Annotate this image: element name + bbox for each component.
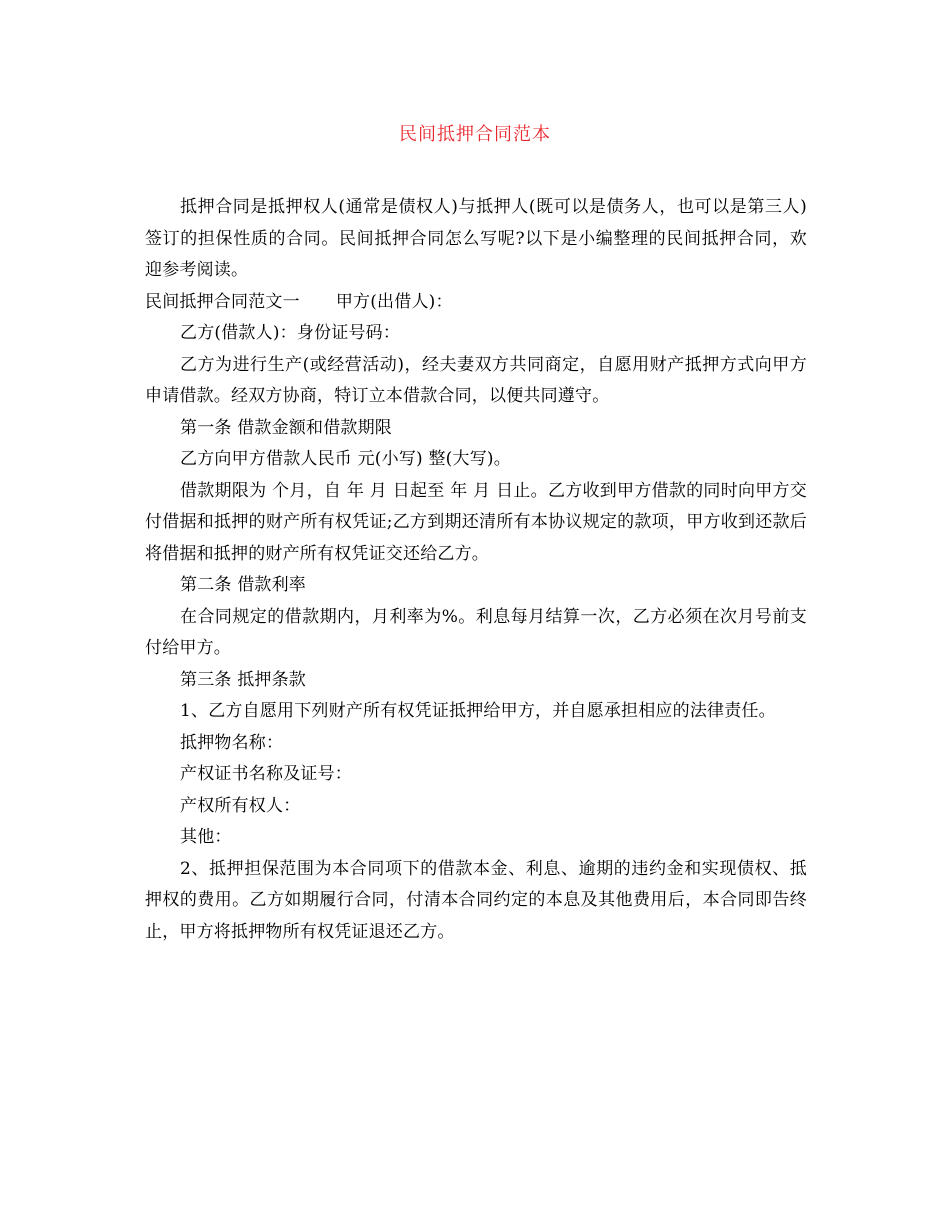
paragraph-intro: 抵押合同是抵押权人(通常是债权人)与抵押人(既可以是债务人，也可以是第三人)签订的担保性质的合同。民间抵押合同怎么写呢?以下是小编整理的民间抵押合同，欢迎参考阅读。 — [145, 197, 807, 280]
sample-title: 民间抵押合同范文一 — [145, 291, 300, 312]
paragraph-purpose: 乙方为进行生产(或经营活动)，经夫妻双方共同商定，自愿用财产抵押方式向甲方申请借款。经双方协商，特订立本借款合同，以便共同遵守。 — [145, 354, 807, 406]
article-3-heading: 第三条 抵押条款 — [180, 669, 307, 690]
article-1-heading: 第一条 借款金额和借款期限 — [180, 417, 393, 438]
field-owner: 产权所有权人： — [180, 795, 301, 816]
paragraph-clause-1: 1、乙方自愿用下列财产所有权凭证抵押给甲方，并自愿承担相应的法律责任。 — [180, 701, 776, 721]
paragraph-interest: 在合同规定的借款期内，月利率为%。利息每月结算一次，乙方必须在次月号前支付给甲方。 — [145, 606, 807, 658]
field-other: 其他： — [180, 827, 232, 847]
paragraph-party-b: 乙方(借款人)：身份证号码： — [180, 323, 401, 343]
paragraph-term: 借款期限为 个月，自 年 月 日起至 年 月 日止。乙方收到甲方借款的同时向甲方交付借据和抵押的财产所有权凭证;乙方到期还清所有本协议规定的款项，甲方收到还款后将借据和抵押的财产所有权凭证交还给乙方。 — [145, 480, 807, 564]
field-collateral-name: 抵押物名称： — [180, 732, 284, 753]
paragraph-clause-2: 2、抵押担保范围为本合同项下的借款本金、利息、逾期的违约金和实现债权、抵押权的费用。乙方如期履行合同，付清本合同约定的本息及其他费用后，本合同即告终止，甲方将抵押物所有权凭证退还乙方。 — [145, 858, 807, 942]
document-body — [145, 192, 807, 948]
paragraph-sample-heading — [145, 287, 807, 319]
party-a-label: 甲方(出借人)： — [335, 291, 453, 312]
article-2-heading: 第二条 借款利率 — [180, 575, 307, 595]
paragraph-amount: 乙方向甲方借款人民币 元(小写) 整(大写)。 — [180, 449, 511, 469]
field-certificate: 产权证书名称及证号： — [180, 764, 352, 784]
document-title: 民间抵押合同范本 — [399, 124, 551, 145]
